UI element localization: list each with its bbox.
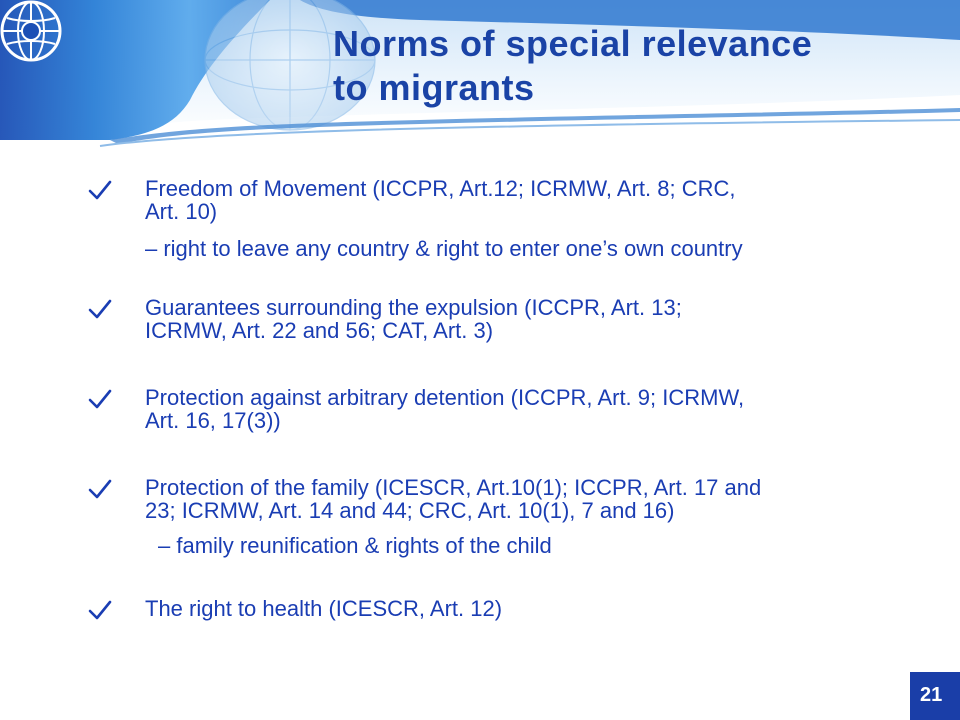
bullet-text bbox=[145, 177, 920, 223]
bullet-subtext: – right to leave any country & right to enter one’s own country bbox=[145, 236, 743, 261]
bullet-line: Protection against arbitrary detention (ICCPR, Art. 9; ICRMW, bbox=[145, 385, 745, 410]
bullet-line: Freedom of Movement (ICCPR, Art.12; ICRMW, Art. 8; CRC, bbox=[145, 176, 736, 201]
bullet-text bbox=[145, 386, 920, 432]
bullet-text bbox=[145, 296, 920, 342]
bullet-subtext: – family reunification & rights of the child bbox=[158, 533, 552, 558]
checkmark-icon bbox=[88, 388, 112, 410]
bullet-line: The right to health (ICESCR, Art. 12) bbox=[145, 596, 503, 621]
checkmark-icon bbox=[88, 179, 112, 201]
checkmark-icon bbox=[88, 599, 112, 621]
slide-number: 21 bbox=[920, 684, 943, 706]
checkmark-icon bbox=[88, 478, 112, 500]
bullet-line: Guarantees surrounding the expulsion (ICCPR, Art. 13; bbox=[145, 295, 682, 320]
bullet-line: Art. 16, 17(3)) bbox=[145, 408, 281, 433]
checkmark-icon bbox=[88, 298, 112, 320]
bullet-text bbox=[145, 476, 920, 522]
bullet-line: Art. 10) bbox=[145, 199, 218, 224]
slide-title-line-1: Norms of special relevance bbox=[333, 23, 813, 64]
bullet-text bbox=[145, 597, 920, 620]
slide-title-line-2: to migrants bbox=[333, 67, 535, 108]
bullet-line: Protection of the family (ICESCR, Art.10(1); ICCPR, Art. 17 and bbox=[145, 475, 762, 500]
bullet-line: ICRMW, Art. 22 and 56; CAT, Art. 3) bbox=[145, 318, 494, 343]
bullet-line: 23; ICRMW, Art. 14 and 44; CRC, Art. 10(1), 7 and 16) bbox=[145, 498, 675, 523]
slide-number-badge bbox=[910, 672, 960, 720]
